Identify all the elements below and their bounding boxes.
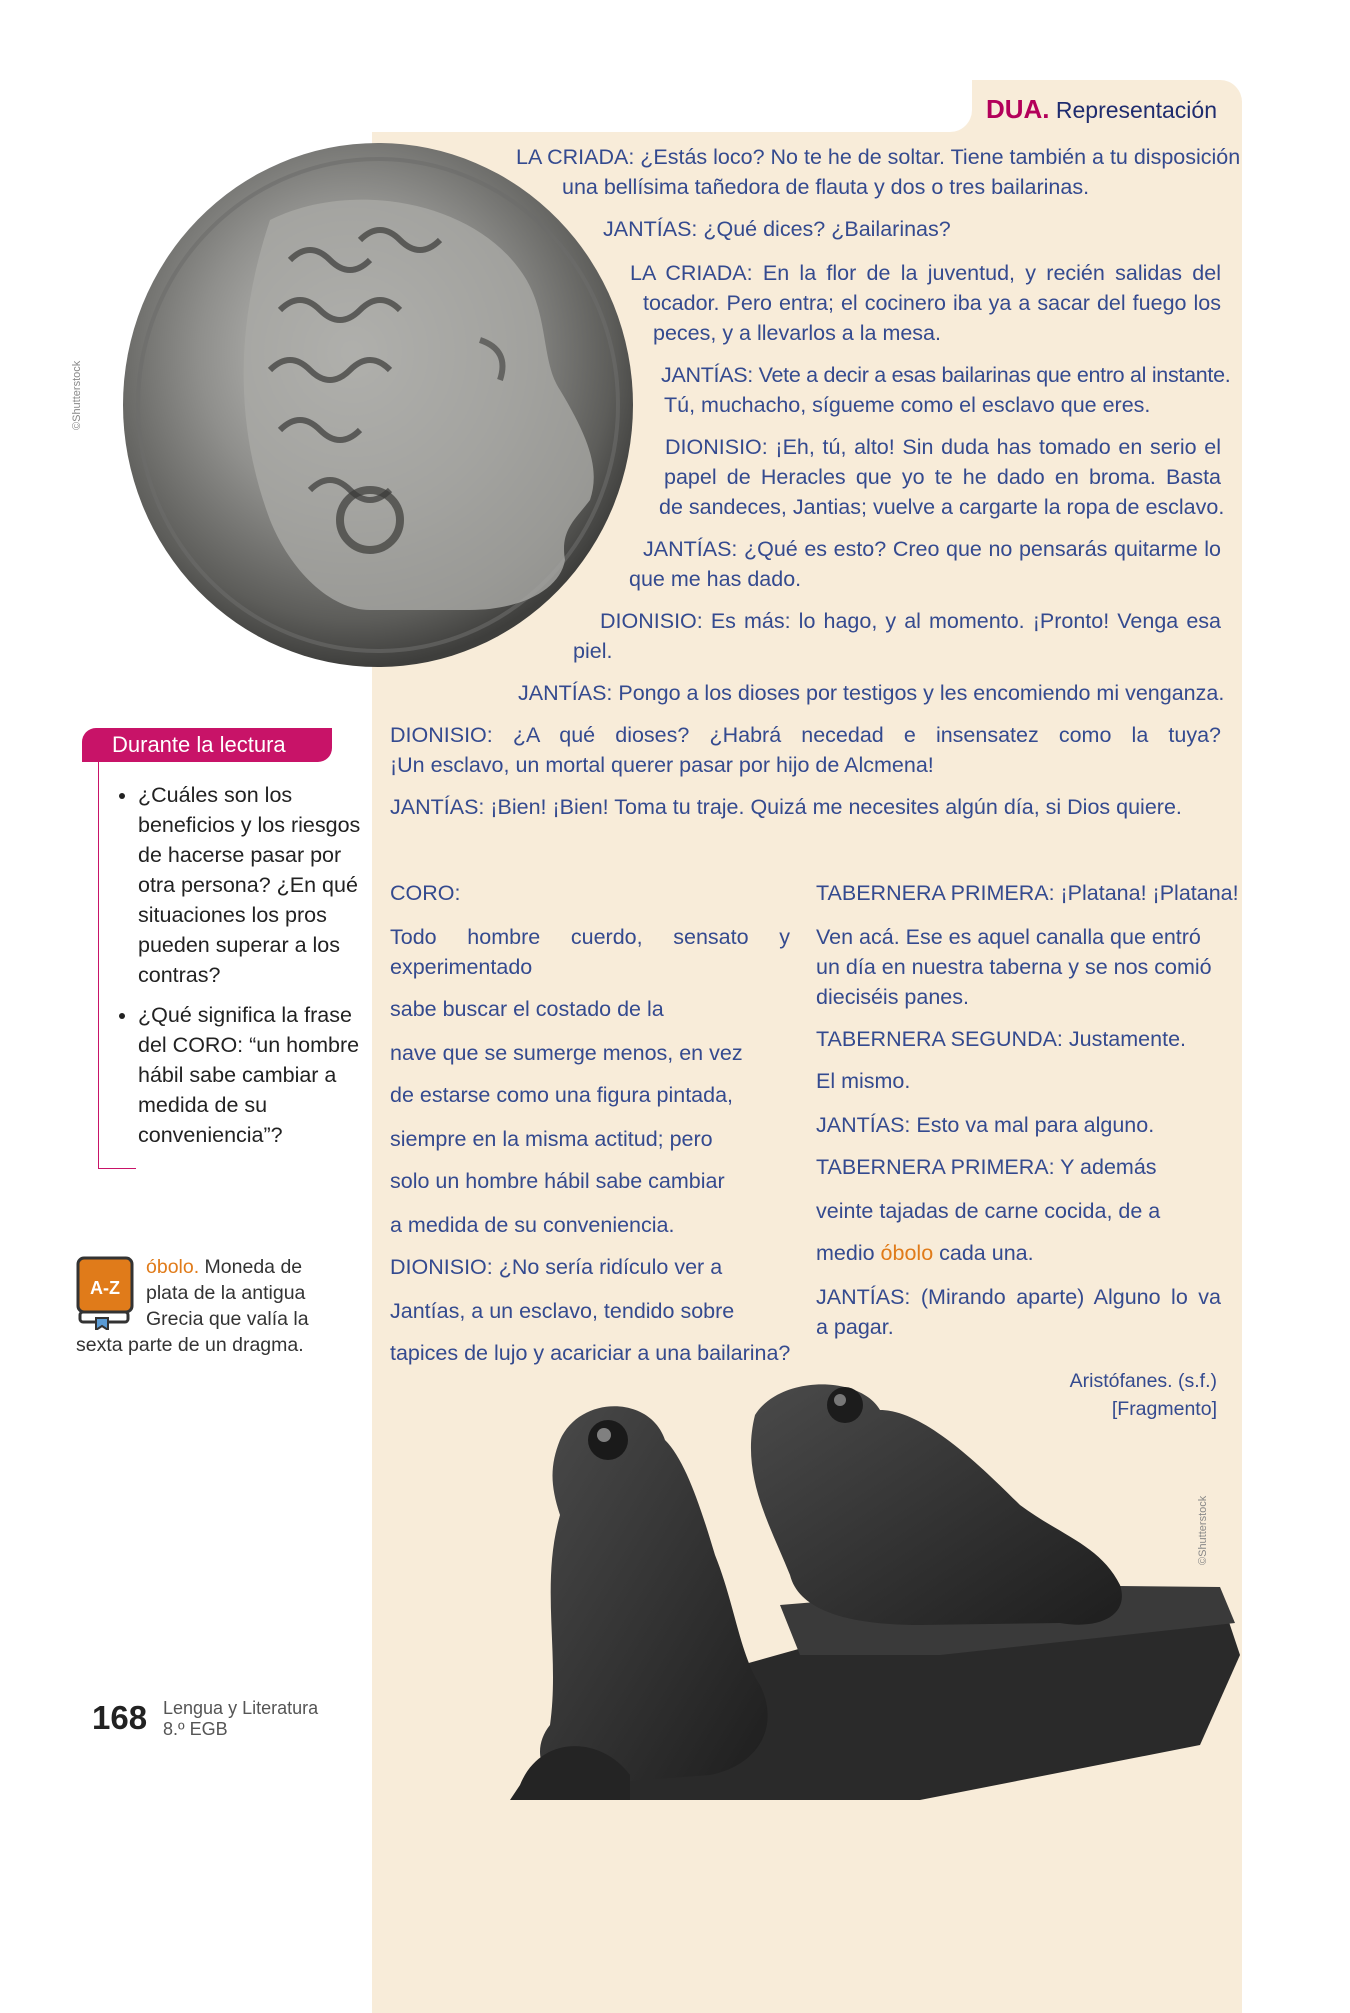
panel-notch — [372, 80, 972, 132]
dua-heading — [986, 94, 1217, 125]
dua-label: DUA. — [985, 94, 1050, 124]
question-list — [112, 780, 383, 1160]
coro-line: tapices de lujo y acariciar a una bailarina? — [390, 1341, 791, 1365]
dialogue-line: Tú, muchacho, sígueme como el esclavo que eres. — [664, 393, 1151, 417]
reading-tab: Durante la lectura — [82, 728, 332, 762]
dua-title: Representación — [1055, 97, 1217, 123]
coro-line: CORO: — [390, 881, 461, 905]
frogs-image — [500, 1355, 1240, 1800]
tabernera-line: JANTÍAS: (Mirando aparte) Alguno lo va — [816, 1285, 1221, 1309]
glossary-word: óbolo. — [146, 1256, 200, 1278]
dialogue-line: ¡Un esclavo, un mortal querer pasar por hijo de Alcmena! — [390, 753, 934, 777]
dialogue-line: JANTÍAS: Vete a decir a esas bailarinas que entro al instante. — [661, 363, 1231, 387]
grade: 8.º EGB — [163, 1719, 228, 1739]
dialogue-line: JANTÍAS: ¿Qué dices? ¿Bailarinas? — [603, 217, 951, 241]
glossary-entry — [76, 1254, 346, 1358]
dialogue-line: de sandeces, Jantias; vuelve a cargarte la ropa de esclavo. — [659, 495, 1225, 519]
tab-divider-foot — [98, 1168, 136, 1169]
dialogue-line: papel de Heracles que yo te he dado en broma. Basta — [664, 465, 1221, 489]
tabernera-line: El mismo. — [816, 1069, 911, 1093]
tabernera-line: TABERNERA SEGUNDA: Justamente. — [816, 1027, 1186, 1051]
coro-line: nave que se sumerge menos, en vez — [390, 1041, 743, 1065]
dialogue-line: una bellísima tañedora de flauta y dos o tres bailarinas. — [562, 175, 1090, 199]
dialogue-line: DIONISIO: ¡Eh, tú, alto! Sin duda has tomado en serio el — [665, 435, 1221, 459]
subject-name: Lengua y Literatura — [163, 1698, 319, 1718]
dialogue-line: tocador. Pero entra; el cocinero iba ya a sacar del fuego los — [643, 291, 1221, 315]
dialogue-line: JANTÍAS: Pongo a los dioses por testigos y les encomiendo mi venganza. — [518, 681, 1225, 705]
dialogue-line: LA CRIADA: ¿Estás loco? No te he de soltar. Tiene también a tu disposición — [516, 145, 1241, 169]
tabernera-line: Ven acá. Ese es aquel canalla que entró — [816, 925, 1201, 949]
tab-divider — [98, 762, 99, 1168]
question-item: • ¿Cuáles son los beneficios y los riesgos de hacerse pasar por otra persona? ¿En qué situaciones los pros pueden superar a los contras? — [138, 780, 383, 990]
tabernera-line — [816, 1238, 1034, 1268]
obolo-term: óbolo — [880, 1241, 934, 1265]
coro-line: siempre en la misma actitud; pero — [390, 1127, 713, 1151]
tabernera-line: un día en nuestra taberna y se nos comió — [816, 955, 1212, 979]
text: medio — [816, 1241, 875, 1265]
source-author: Aristófanes. (s.f.) — [1069, 1370, 1217, 1392]
coro-line: de estarse como una figura pintada, — [390, 1083, 734, 1107]
text: cada una. — [939, 1241, 1034, 1265]
coin-credit: ©Shutterstock — [71, 360, 83, 430]
source-note: [Fragmento] — [1111, 1398, 1217, 1420]
coro-line: sabe buscar el costado de la — [390, 997, 664, 1021]
dialogue-line: DIONISIO: Es más: lo hago, y al momento. ¡Pronto! Venga esa — [600, 609, 1221, 633]
dialogue-line: piel. — [573, 639, 613, 663]
dialogue-line: LA CRIADA: En la flor de la juventud, y recién salidas del — [630, 261, 1221, 285]
tabernera-line: JANTÍAS: Esto va mal para alguno. — [816, 1113, 1155, 1137]
coro-line: experimentado — [390, 955, 533, 979]
question-item: • ¿Qué significa la frase del CORO: “un hombre hábil sabe cambiar a medida de su conveniencia”? — [138, 1000, 383, 1150]
page-number: 168 — [92, 1699, 148, 1736]
tabernera-line: TABERNERA PRIMERA: Y además — [816, 1155, 1157, 1179]
tabernera-line: TABERNERA PRIMERA: ¡Platana! ¡Platana! — [816, 881, 1239, 905]
coro-line: Todo hombre cuerdo, sensato y — [390, 925, 790, 949]
coin-image — [120, 140, 640, 680]
glossary-definition: Moneda de plata de la antigua Grecia que valía la sexta parte de un dragma. — [76, 1256, 309, 1356]
coro-line: a medida de su conveniencia. — [390, 1213, 675, 1237]
dialogue-line: JANTÍAS: ¿Qué es esto? Creo que no pensarás quitarme lo — [643, 537, 1221, 561]
tabernera-line: dieciséis panes. — [816, 985, 969, 1009]
coro-line: solo un hombre hábil sabe cambiar — [390, 1169, 725, 1193]
dialogue-line: que me has dado. — [629, 567, 802, 591]
glossary-book-icon — [76, 1256, 134, 1330]
glossary-icon-text: A-Z — [90, 1278, 120, 1298]
dialogue-line: JANTÍAS: ¡Bien! ¡Bien! Toma tu traje. Quizá me necesites algún día, si Dios quiere. — [390, 795, 1182, 819]
coro-line: Jantías, a un esclavo, tendido sobre — [390, 1299, 735, 1323]
frogs-credit: ©Shutterstock — [1197, 1495, 1209, 1565]
dialogue-line: DIONISIO: ¿A qué dioses? ¿Habrá necedad e insensatez como la tuya? — [390, 723, 1221, 747]
dialogue-line: peces, y a llevarlos a la mesa. — [653, 321, 941, 345]
subject-info — [163, 1698, 318, 1740]
tabernera-line: a pagar. — [816, 1315, 894, 1339]
coro-line: DIONISIO: ¿No sería ridículo ver a — [390, 1255, 723, 1279]
tabernera-line: veinte tajadas de carne cocida, de a — [816, 1199, 1161, 1223]
